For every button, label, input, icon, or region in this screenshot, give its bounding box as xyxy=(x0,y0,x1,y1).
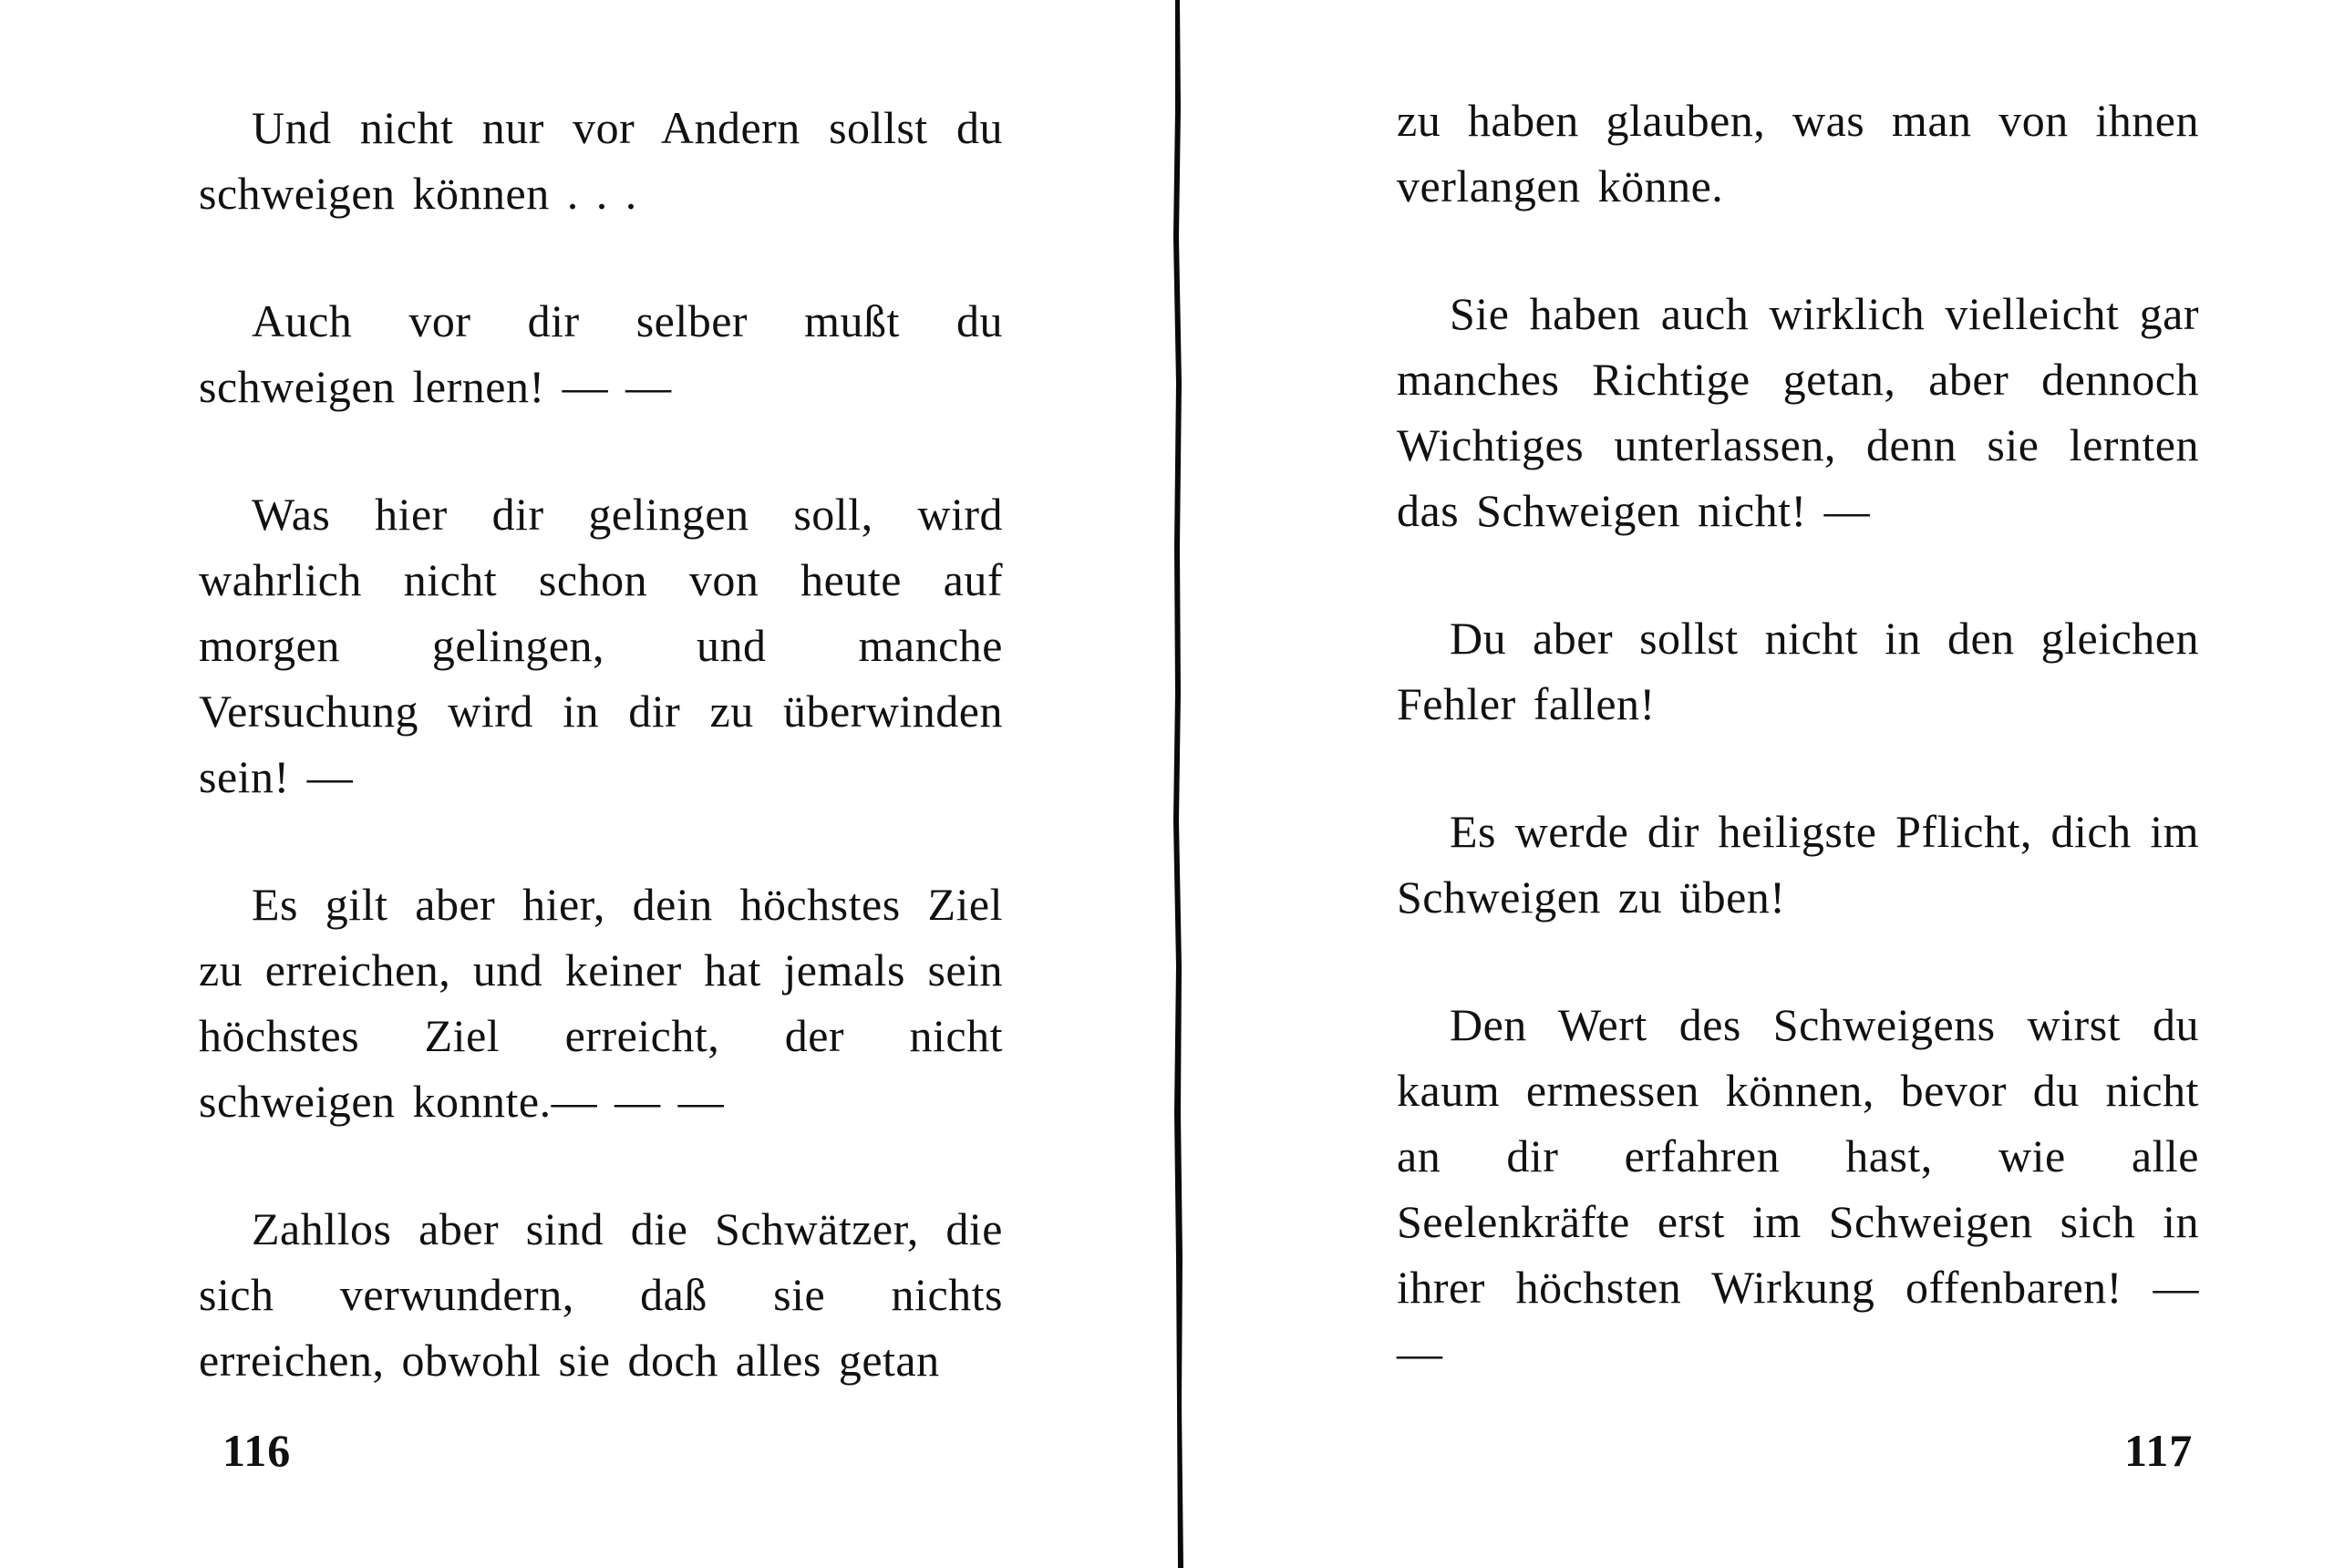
left-page xyxy=(0,0,1158,1568)
paragraph: Was hier dir gelingen soll, wird wahrlich nicht schon von heute auf morgen gelingen, und manche Versuchung wird in dir zu überwinden sein! — xyxy=(199,489,1003,802)
page-number-left: 116 xyxy=(222,1425,292,1476)
paragraph: Den Wert des Schweigens wirst du kaum ermessen können, bevor du nicht an dir erfahren hast, wie alle Seelenkräfte erst im Schweigen sich in ihrer höchsten Wirkung offenbaren! — — xyxy=(1397,999,2199,1378)
paragraph: Und nicht nur vor Andern sollst du schweigen können . . . xyxy=(199,102,1003,219)
book-gutter-line xyxy=(1170,0,1186,1568)
paragraph: Zahllos aber sind die Schwätzer, die sich verwundern, daß sie nichts erreichen, obwohl sie doch alles getan xyxy=(199,1203,1003,1386)
paragraph: Es werde dir heiligste Pflicht, dich im Schweigen zu üben! xyxy=(1397,806,2199,923)
right-page-text xyxy=(1397,88,2199,1386)
paragraph: zu haben glauben, was man von ihnen verlangen könne. xyxy=(1397,95,2199,211)
paragraph: Sie haben auch wirklich vielleicht gar manches Richtige getan, aber dennoch Wichtiges unterlassen, denn sie lernten das Schweigen nicht! — xyxy=(1397,288,2199,536)
right-page xyxy=(1185,0,2334,1568)
page-number-right: 117 xyxy=(2124,1425,2194,1476)
paragraph: Es gilt aber hier, dein höchstes Ziel zu erreichen, und keiner hat jemals sein höchstes Ziel erreicht, der nicht schweigen konnte.— — — xyxy=(199,879,1003,1127)
paragraph: Du aber sollst nicht in den gleichen Fehler fallen! xyxy=(1397,613,2199,729)
left-page-text xyxy=(199,95,1003,1393)
paragraph: Auch vor dir selber mußt du schweigen lernen! — — xyxy=(199,295,1003,412)
